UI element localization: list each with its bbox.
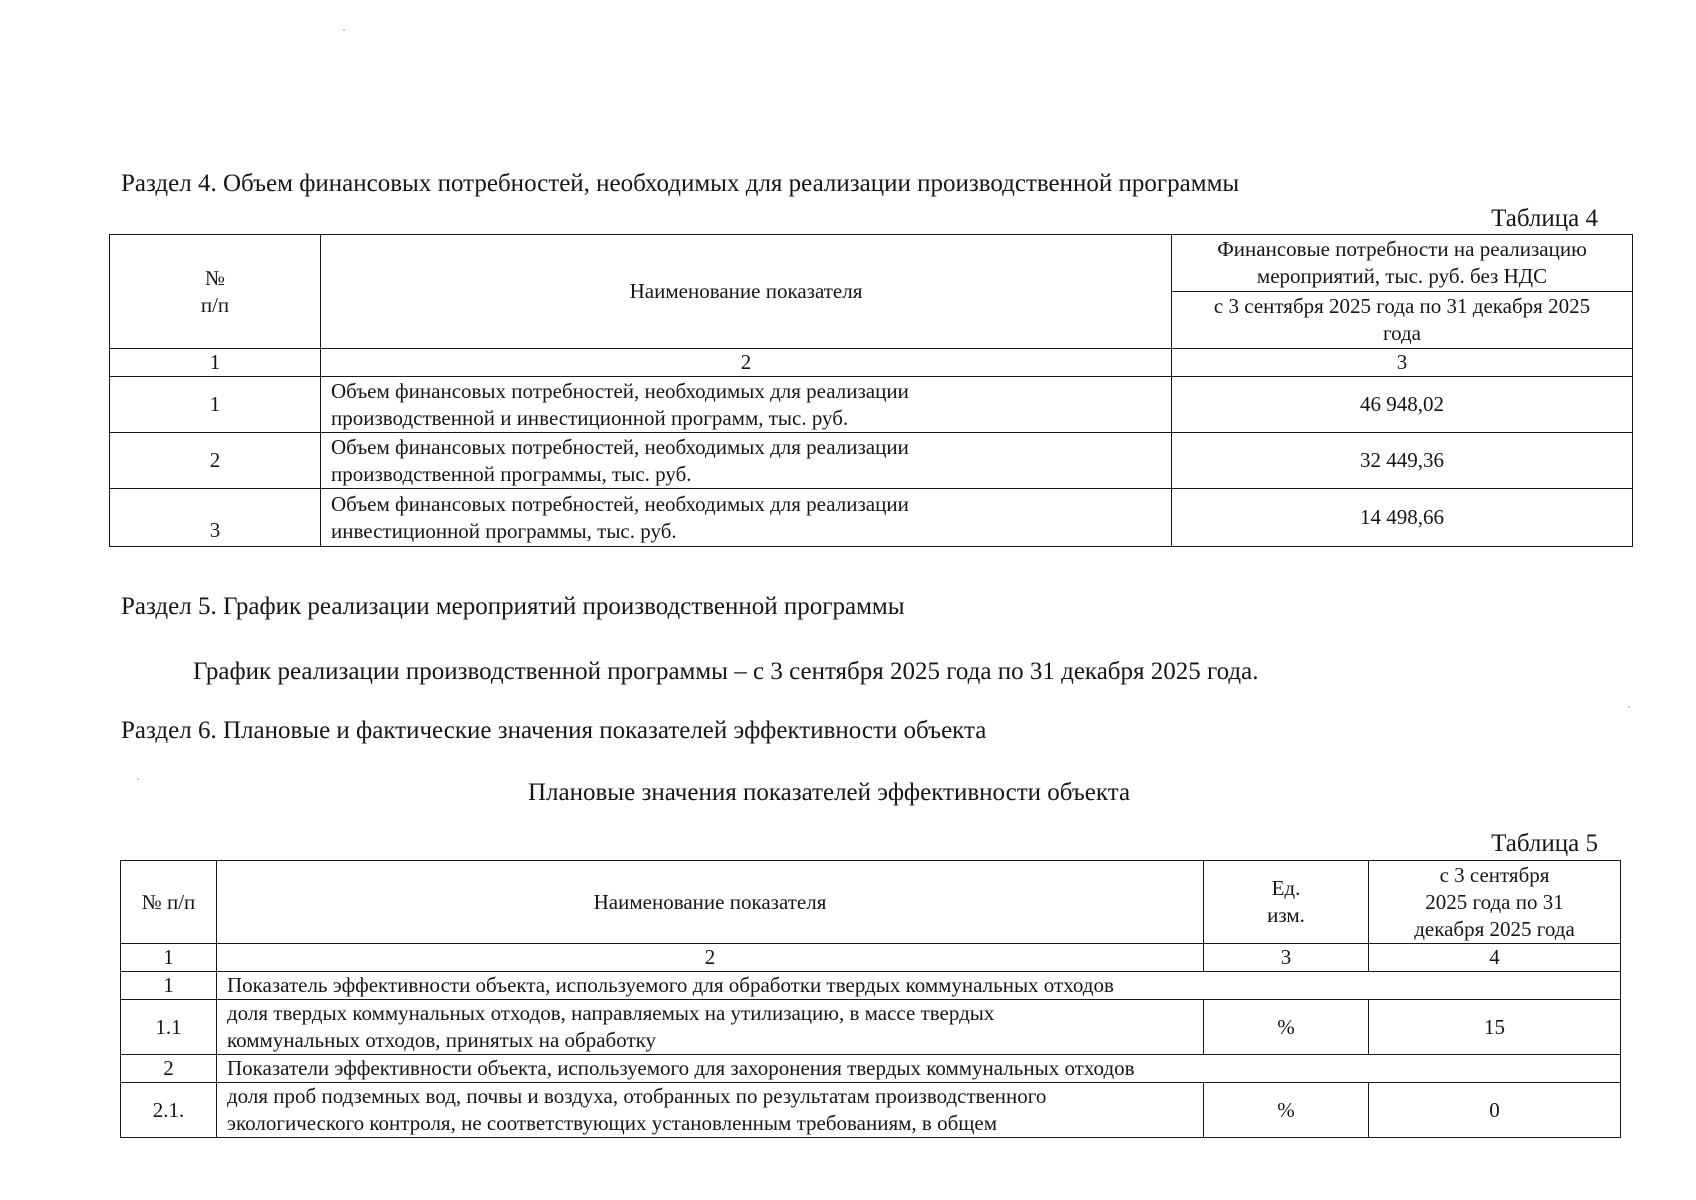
- row-value: 15: [1369, 1000, 1621, 1055]
- scan-speck: [137, 778, 139, 780]
- row-num: 1.1: [121, 1000, 217, 1055]
- table-row: [110, 377, 1633, 433]
- row-value: 32 449,36: [1172, 433, 1633, 489]
- row-value: 46 948,02: [1172, 377, 1633, 433]
- row-name: доля твердых коммунальных отходов, направляемых на утилизацию, в массе твердых коммунальных отходов, принятых на обработку: [217, 1000, 1204, 1055]
- row-value: 14 498,66: [1172, 489, 1633, 547]
- table-5-label: Таблица 5: [1491, 830, 1598, 857]
- group-row: [121, 972, 1621, 1000]
- row-name: Объем финансовых потребностей, необходимых для реализации производственной и инвестиционной программ, тыс. руб.: [321, 377, 1172, 433]
- row-num: 3: [110, 489, 321, 547]
- header-num: № п/п: [121, 861, 217, 944]
- col-number: 2: [321, 349, 1172, 377]
- row-unit: %: [1204, 1000, 1369, 1055]
- section-6-heading: Раздел 6. Плановые и фактические значения показателей эффективности объекта: [121, 717, 987, 744]
- row-value: 0: [1369, 1083, 1621, 1138]
- header-num: № п/п: [110, 235, 321, 349]
- group-name: Показатель эффективности объекта, используемого для обработки твердых коммунальных отходов: [217, 972, 1621, 1000]
- header-name: Наименование показателя: [321, 235, 1172, 349]
- col-number: 1: [110, 349, 321, 377]
- header-unit: Ед. изм.: [1204, 861, 1369, 944]
- table-row: [121, 1083, 1621, 1138]
- col-number: 1: [121, 944, 217, 972]
- scan-speck: [1628, 706, 1630, 708]
- row-num: 2: [121, 1055, 217, 1083]
- scan-speck: [343, 29, 345, 31]
- header-name: Наименование показателя: [217, 861, 1204, 944]
- row-name: доля проб подземных вод, почвы и воздуха, отобранных по результатам производственного экологического контроля, не соответствующих установленным требованиям, в общем: [217, 1083, 1204, 1138]
- section-5-heading: Раздел 5. График реализации мероприятий производственной программы: [121, 593, 905, 620]
- row-num: 2: [110, 433, 321, 489]
- col-number: 2: [217, 944, 1204, 972]
- row-num: 1: [110, 377, 321, 433]
- table-row: [121, 1000, 1621, 1055]
- section-5-text: График реализации производственной программы – с 3 сентября 2025 года по 31 декабря 2025 года.: [193, 658, 1259, 685]
- table-row: [110, 433, 1633, 489]
- table-row: [110, 489, 1633, 547]
- row-name: Объем финансовых потребностей, необходимых для реализации инвестиционной программы, тыс. руб.: [321, 489, 1172, 547]
- col-number: 4: [1369, 944, 1621, 972]
- group-name: Показатели эффективности объекта, используемого для захоронения твердых коммунальных отходов: [217, 1055, 1621, 1083]
- section-4-heading: Раздел 4. Объем финансовых потребностей, необходимых для реализации производственной программы: [121, 170, 1240, 197]
- row-unit: %: [1204, 1083, 1369, 1138]
- header-period: с 3 сентября 2025 года по 31 декабря 2025 года: [1172, 292, 1633, 349]
- col-number: 3: [1172, 349, 1633, 377]
- group-row: [121, 1055, 1621, 1083]
- table-4: [109, 234, 1633, 547]
- section-6-subheading: Плановые значения показателей эффективности объекта: [528, 779, 1131, 806]
- row-num: 1: [121, 972, 217, 1000]
- col-number: 3: [1204, 944, 1369, 972]
- table-5: [120, 860, 1621, 1138]
- row-name: Объем финансовых потребностей, необходимых для реализации производственной программы, тыс. руб.: [321, 433, 1172, 489]
- header-period: с 3 сентября 2025 года по 31 декабря 2025 года: [1369, 861, 1621, 944]
- header-financial-needs: Финансовые потребности на реализацию мероприятий, тыс. руб. без НДС: [1172, 235, 1633, 292]
- table-4-label: Таблица 4: [1491, 205, 1598, 232]
- row-num: 2.1.: [121, 1083, 217, 1138]
